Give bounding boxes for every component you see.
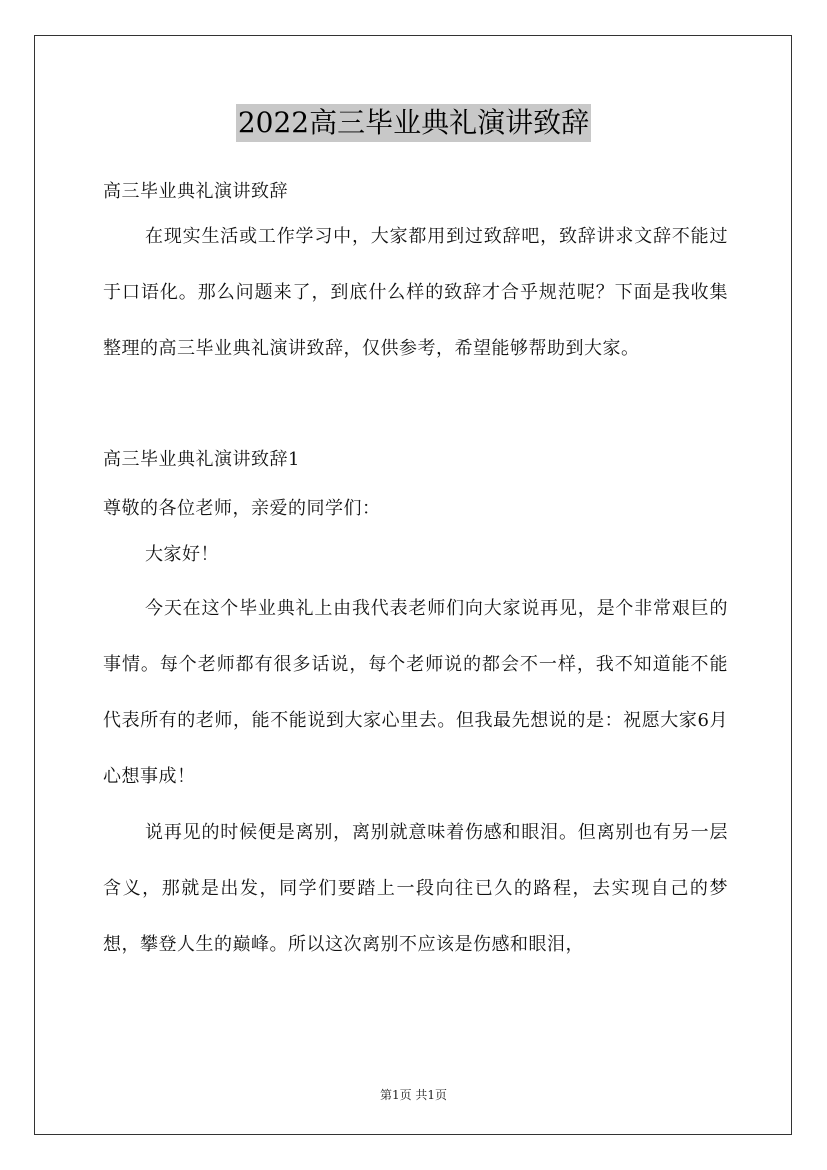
page-number: 第1页 共1页: [379, 1088, 448, 1102]
body-paragraph-2: 说再见的时候便是离别，离别就意味着伤感和眼泪。但离别也有另一层含义，那就是出发，同学们要踏上一段向往已久的路程，去实现自己的梦想，攀登人生的巅峰。所以这次离别不应该是伤感和眼泪，: [103, 822, 728, 955]
salutation: 尊敬的各位老师，亲爱的同学们：: [103, 498, 381, 519]
greeting: 大家好！: [145, 544, 219, 565]
document-heading: 高三毕业典礼演讲致辞: [103, 181, 288, 202]
intro-paragraph: 在现实生活或工作学习中，大家都用到过致辞吧，致辞讲求文辞不能过于口语化。那么问题来了，到底什么样的致辞才合乎规范呢？下面是我收集整理的高三毕业典礼演讲致辞，仅供参考，希望能够帮助到大家。: [103, 226, 728, 359]
document-title: 2022高三毕业典礼演讲致辞: [236, 104, 591, 142]
title-area: [0, 104, 827, 142]
document-body: [103, 175, 728, 973]
section-title: 高三毕业典礼演讲致辞1: [103, 449, 300, 470]
page-footer-area: [0, 1084, 827, 1103]
body-paragraph-1: 今天在这个毕业典礼上由我代表老师们向大家说再见，是个非常艰巨的事情。每个老师都有很多话说，每个老师说的都会不一样，我不知道能不能代表所有的老师，能不能说到大家心里去。但我最先想说的是：祝愿大家6月心想事成！: [103, 598, 728, 787]
